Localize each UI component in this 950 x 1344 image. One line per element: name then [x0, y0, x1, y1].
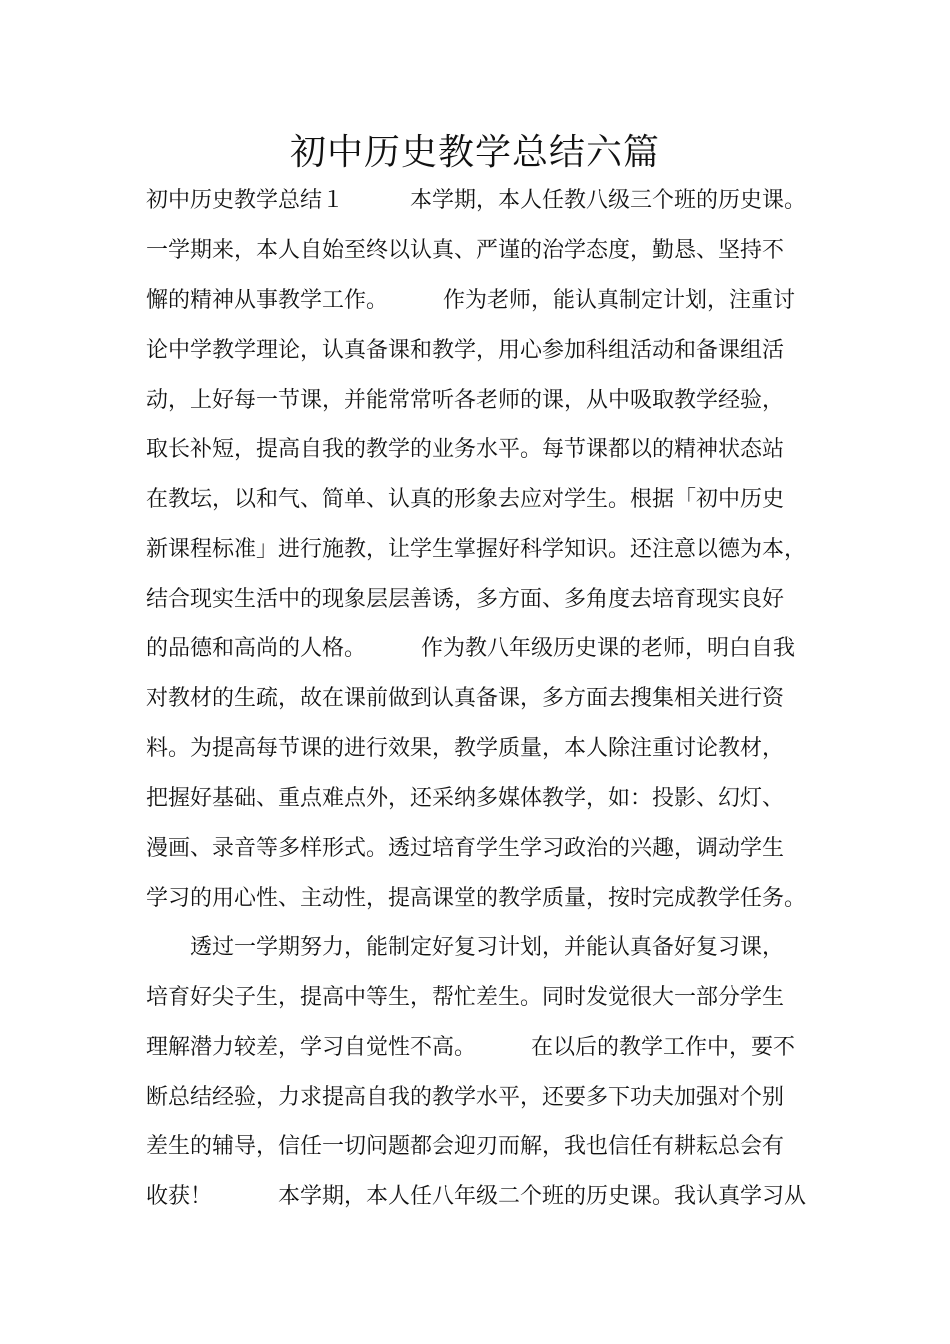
body-line: 的品德和高尚的人格。 作为教八年级历史课的老师，明白自我 [146, 636, 796, 661]
body-line: 取长补短，提高自我的教学的业务水平。每节课都以的精神状态站 [146, 437, 785, 462]
body-line: 论中学教学理论，认真备课和教学，用心参加科组活动和备课组活 [146, 338, 785, 363]
body-line: 动，上好每一节课，并能常常听各老师的课，从中吸取教学经验， [146, 388, 785, 413]
body-line: 把握好基础、重点难点外，还采纳多媒体教学，如：投影、幻灯、 [146, 786, 785, 811]
body-line: 漫画、录音等多样形式。透过培育学生学习政治的兴趣，调动学生 [146, 836, 785, 861]
body-line: 结合现实生活中的现象层层善诱，多方面、多角度去培育现实良好 [146, 587, 785, 612]
body-line: 新课程标准」进行施教，让学生掌握好科学知识。还注意以德为本， [146, 537, 807, 562]
body-line: 培育好尖子生，提高中等生，帮忙差生。同时发觉很大一部分学生 [146, 985, 785, 1010]
body-line: 差生的辅导，信任一切问题都会迎刃而解，我也信任有耕耘总会有 [146, 1134, 785, 1159]
body-line: 透过一学期努力，能制定好复习计划，并能认真备好复习课， [146, 935, 785, 960]
body-line: 收获！ 本学期，本人任八年级二个班的历史课。我认真学习从 [146, 1184, 807, 1209]
body-line: 在教坛，以和气、简单、认真的形象去应对学生。根据「初中历史 [146, 487, 785, 512]
body-line: 初中历史教学总结１ 本学期，本人任教八级三个班的历史课。 [146, 188, 807, 213]
body-line: 理解潜力较差，学习自觉性不高。 在以后的教学工作中，要不 [146, 1035, 796, 1060]
body-line: 断总结经验，力求提高自我的教学水平，还要多下功夫加强对个别 [146, 1085, 785, 1110]
document-title: 初中历史教学总结六篇 [289, 132, 660, 173]
body-line: 懈的精神从事教学工作。 作为老师，能认真制定计划，注重讨 [146, 288, 796, 313]
body-line: 一学期来，本人自始至终以认真、严谨的治学态度，勤恳、坚持不 [146, 238, 785, 263]
body-line: 对教材的生疏，故在课前做到认真备课，多方面去搜集相关进行资 [146, 686, 785, 711]
body-line: 学习的用心性、主动性，提高课堂的教学质量，按时完成教学任务。 [146, 886, 807, 911]
body-line: 料。为提高每节课的进行效果，教学质量，本人除注重讨论教材， [146, 736, 785, 761]
